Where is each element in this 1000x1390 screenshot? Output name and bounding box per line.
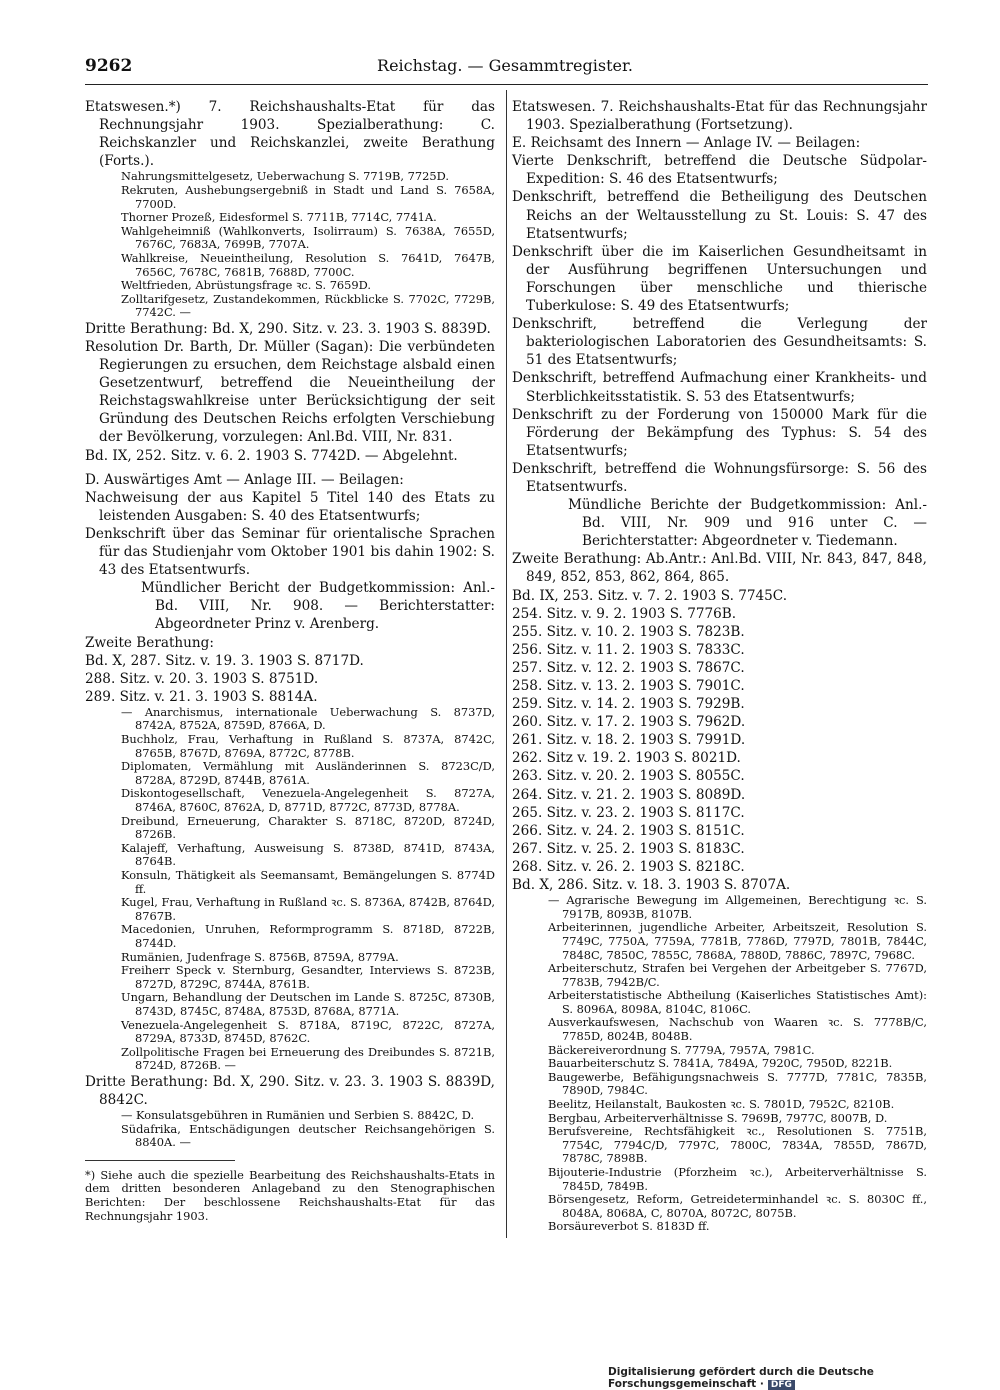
credit-text: Digitalisierung gefördert durch die Deutsche Forschungsgemeinschaft · [608, 1366, 874, 1390]
index-subentry: Beelitz, Heilanstalt, Baukosten ꝛc. S. 7801D, 7952C, 8210B. [548, 1097, 895, 1112]
index-subentry: Ausverkaufswesen, Nachschub von Waaren ꝛc. S. 7778B/C, 7785D, 8024B, 8048B. [548, 1015, 927, 1044]
index-entry: 265. Sitz. v. 23. 2. 1903 S. 8117C. [512, 804, 745, 821]
index-subentry: Rekruten, Aushebungsergebniß in Stadt und Land S. 7658A, 7700D. [121, 182, 495, 211]
index-subentry: Börsengesetz, Reform, Getreideterminhandel ꝛc. S. 8030C ff., 8048A, 8068A, C, 8070A, 8072C, 8075B. [548, 1192, 927, 1220]
left-column [85, 98, 495, 1223]
index-entry: Nachweisung der aus Kapitel 5 Titel 140 des Etats zu leistenden Ausgaben: S. 40 des Etatsentwurfs; [85, 489, 495, 524]
index-entry: 288. Sitz. v. 20. 3. 1903 S. 8751D. [85, 670, 319, 687]
index-subentry: Bijouterie-Industrie (Pforzheim ꝛc.), Arbeiterverhältnisse S. 7845D, 7849B. [548, 1165, 927, 1193]
index-subentry: Nahrungsmittelgesetz, Ueberwachung S. 7719B, 7725D. [121, 169, 450, 184]
index-entry: Bd. X, 286. Sitz. v. 18. 3. 1903 S. 8707A. [512, 877, 791, 894]
index-entry: Denkschrift, betreffend Aufmachung einer Krankheits- und Sterblichkeitsstatistik. S. 53 des Etatsentwurfs; [512, 370, 927, 405]
index-entry: Vierte Denkschrift, betreffend die Deutsche Südpolar-Expedition: S. 46 des Etatsentwurfs; [512, 153, 927, 188]
index-entry: 289. Sitz. v. 21. 3. 1903 S. 8814A. [85, 688, 318, 705]
digitization-credit [608, 1366, 1000, 1390]
index-subentry: — Anarchismus, internationale Ueberwachung S. 8737D, 8742A, 8752A, 8759D, 8766A, D. [121, 704, 495, 733]
index-subentry: Weltfrieden, Abrüstungsfrage ꝛc. S. 7659D. [121, 278, 372, 293]
index-subentry: Venezuela-Angelegenheit S. 8718A, 8719C, 8722C, 8727A, 8729A, 8733D, 8745D, 8762C. [121, 1017, 495, 1046]
index-subentry: Thorner Prozeß, Eidesformel S. 7711B, 7714C, 7741A. [121, 210, 437, 225]
index-entry: Bd. X, 287. Sitz. v. 19. 3. 1903 S. 8717D. [85, 652, 364, 669]
index-subentry: Wahlkreise, Neueintheilung, Resolution S. 7641D, 7647B, 7656C, 7678C, 7681B, 7688D, 7700C. [121, 250, 495, 279]
index-entry: Denkschrift über das Seminar für orientalische Sprachen für das Studienjahr vom Oktober 1901 bis dahin 1902: S. 43 des Etatsentwurfs. [85, 525, 495, 579]
index-entry: Mündlicher Bericht der Budgetkommission: Anl.-Bd. VIII, Nr. 908. — Berichterstatter: Abgeordneter Prinz v. Arenberg. [141, 580, 495, 633]
index-entry: 254. Sitz. v. 9. 2. 1903 S. 7776B. [512, 605, 737, 622]
index-subentry: Arbeiterschutz, Strafen bei Vergehen der Arbeitgeber S. 7767D, 7783B, 7942B/C. [548, 961, 927, 989]
index-entry: Denkschrift über die im Kaiserlichen Gesundheitsamt in der Ausführung begriffenen Untersuchungen und Forschungen über menschliche und thierische Tuberkulose: S. 49 des Etatsentwurfs; [512, 243, 927, 315]
index-entry: 255. Sitz. v. 10. 2. 1903 S. 7823B. [512, 623, 745, 640]
index-entry: 263. Sitz. v. 20. 2. 1903 S. 8055C. [512, 768, 745, 785]
index-entry: Denkschrift, betreffend die Verlegung der bakteriologischen Laboratorien des Gesundheitsamts: S. 51 des Etatsentwurfs; [512, 316, 927, 369]
page-header [85, 56, 925, 82]
index-entry: Zweite Berathung: [85, 634, 214, 651]
header-rule [85, 84, 928, 85]
index-subentry: Dreibund, Erneuerung, Charakter S. 8718C, 8720D, 8724D, 8726B. [121, 813, 495, 842]
index-subentry: Arbeiterinnen, jugendliche Arbeiter, Arbeitszeit, Resolution S. 7749C, 7750A, 7759A, 7781B, 7786D, 7797D, 7801B, 7844C, 7848C, 7850C, 7855C, 7868A, 7880D, 7886C, 7897C, 7968C. [548, 920, 927, 962]
index-subentry: Diplomaten, Vermählung mit Ausländerinnen S. 8723C/D, 8728A, 8729D, 8744B, 8761A. [121, 759, 495, 787]
index-subentry: Macedonien, Unruhen, Reformprogramm S. 8718D, 8722B, 8744D. [121, 922, 495, 950]
page-number: 9262 [85, 56, 133, 76]
index-subentry: Rumänien, Judenfrage S. 8756B, 8759A, 8779A. [121, 949, 399, 964]
footnote: *) Siehe auch die spezielle Bearbeitung des Reichshaushalts-Etats in dem dritten besonderen Anlageband zu den Stenographischen Berichten: Der beschlossene Reichshaushalts-Etat für das Rechnungsjahr 1903. [85, 1167, 495, 1223]
index-entry: Dritte Berathung: Bd. X, 290. Sitz. v. 23. 3. 1903 S. 8839D. [85, 320, 491, 337]
index-subentry: Wahlgeheimniß (Wahlkonverts, Isolirraum) S. 7638A, 7655D, 7676C, 7683A, 7699B, 7707A. [121, 223, 495, 252]
index-entry: 261. Sitz. v. 18. 2. 1903 S. 7991D. [512, 732, 746, 749]
index-entry: 258. Sitz. v. 13. 2. 1903 S. 7901C. [512, 678, 745, 694]
index-entry: Resolution Dr. Barth, Dr. Müller (Sagan): Die verbündeten Regierungen zu ersuchen, dem Reichstage alsbald einen Gesetzentwurf, betreffend die Neueintheilung der Reichstagswahlkreise unter Berücksichtigung der seit Gründung des Deutschen Reichs erfolgten Verschiebung der Bevölkerung, vorzulegen: Anl.Bd. VIII, Nr. 831. [85, 339, 495, 446]
index-subentry: Südafrika, Entschädigungen deutscher Reichsangehörigen S. 8840A. — [121, 1121, 495, 1150]
index-subentry: Borsäureverbot S. 8183D ff. [548, 1219, 710, 1234]
index-entry: 268. Sitz. v. 26. 2. 1903 S. 8218C. [512, 858, 745, 875]
column-divider [506, 90, 507, 1238]
index-entry: 260. Sitz. v. 17. 2. 1903 S. 7962D. [512, 714, 746, 731]
index-entry: Zweite Berathung: Ab.Antr.: Anl.Bd. VIII, Nr. 843, 847, 848, 849, 852, 853, 862, 864, 865. [512, 551, 927, 586]
index-entry: 266. Sitz. v. 24. 2. 1903 S. 8151C. [512, 822, 745, 839]
index-entry: Denkschrift, betreffend die Wohnungsfürsorge: S. 56 des Etatsentwurfs. [512, 460, 927, 495]
index-entry: 267. Sitz. v. 25. 2. 1903 S. 8183C. [512, 840, 745, 857]
index-subentry: Freiherr Speck v. Sternburg, Gesandter, Interviews S. 8723B, 8727D, 8729C, 8744A, 8761B. [121, 963, 495, 991]
index-entry: Dritte Berathung: Bd. X, 290. Sitz. v. 23. 3. 1903 S. 8839D, 8842C. [85, 1073, 495, 1108]
running-title: Reichstag. — Gesammtregister. [377, 56, 633, 75]
index-subentry: Zollpolitische Fragen bei Erneuerung des Dreibundes S. 8721B, 8724D, 8726B. — [121, 1044, 495, 1073]
footnote-rule [85, 1160, 235, 1161]
index-subentry: Bauarbeiterschutz S. 7841A, 7849A, 7920C, 7950D, 8221B. [548, 1056, 893, 1071]
index-subentry: — Agrarische Bewegung im Allgemeinen, Berechtigung ꝛc. S. 7917B, 8093B, 8107B. [548, 893, 927, 921]
index-subentry: Diskontogesellschaft, Venezuela-Angelegenheit S. 8727A, 8746A, 8760C, 8762A, D, 8771D, 8772C, 8773D, 8778A. [121, 786, 495, 815]
index-subentry: Arbeiterstatistische Abtheilung (Kaiserliches Statistisches Amt): S. 8096A, 8098A, 8104C, 8106C. [548, 988, 927, 1016]
index-subentry: — Konsulatsgebühren in Rumänien und Serbien S. 8842C, D. [121, 1108, 475, 1123]
index-subentry: Zolltarifgesetz, Zustandekommen, Rückblicke S. 7702C, 7729B, 7742C. — [121, 291, 495, 320]
index-entry: D. Auswärtiges Amt — Anlage III. — Beilagen: [85, 471, 404, 488]
index-entry: 264. Sitz. v. 21. 2. 1903 S. 8089D. [512, 786, 746, 803]
index-entry: 262. Sitz v. 19. 2. 1903 S. 8021D. [512, 750, 741, 767]
index-subentry: Buchholz, Frau, Verhaftung in Rußland S. 8737A, 8742C, 8765B, 8767D, 8769A, 8772C, 8778B. [121, 732, 495, 760]
index-entry: Bd. IX, 253. Sitz. v. 7. 2. 1903 S. 7745C. [512, 587, 788, 604]
index-entry: Denkschrift, betreffend die Betheiligung des Deutschen Reichs an der Weltausstellung zu St. Louis: S. 47 des Etatsentwurfs; [512, 189, 927, 242]
index-subentry: Kugel, Frau, Verhaftung in Rußland ꝛc. S. 8736A, 8742B, 8764D, 8767B. [121, 895, 495, 923]
index-entry: Etatswesen. 7. Reichshaushalts-Etat für das Rechnungsjahr 1903. Spezialberathung (Fortsetzung). [512, 99, 927, 134]
index-entry: 256. Sitz. v. 11. 2. 1903 S. 7833C. [512, 641, 745, 658]
index-subentry: Kalajeff, Verhaftung, Ausweisung S. 8738D, 8741D, 8743A, 8764B. [121, 840, 495, 869]
index-entry: Bd. IX, 252. Sitz. v. 6. 2. 1903 S. 7742D. — Abgelehnt. [85, 447, 458, 464]
index-entry: 259. Sitz. v. 14. 2. 1903 S. 7929B. [512, 696, 745, 713]
index-subentry: Bäckereiverordnung S. 7779A, 7957A, 7981C. [548, 1042, 815, 1057]
dfg-logo: DFG [768, 1380, 795, 1390]
index-entry: Etatswesen.*) 7. Reichshaushalts-Etat für das Rechnungsjahr 1903. Spezialberathung: C. Reichskanzler und Reichskanzlei, zweite Berathung (Forts.). [85, 99, 495, 170]
index-entry: E. Reichsamt des Innern — Anlage IV. — Beilagen: [512, 135, 861, 152]
index-subentry: Bergbau, Arbeiterverhältnisse S. 7969B, 7977C, 8007B, D. [548, 1110, 888, 1125]
index-subentry: Ungarn, Behandlung der Deutschen im Lande S. 8725C, 8730B, 8743D, 8745C, 8748A, 8753D, 8768A, 8771A. [121, 990, 495, 1018]
index-entry: Denkschrift zu der Forderung von 150000 Mark für die Förderung der Bekämpfung des Typhus: S. 54 des Etatsentwurfs; [512, 406, 927, 459]
index-entry: Mündliche Berichte der Budgetkommission: Anl.-Bd. VIII, Nr. 909 und 916 unter C. — Berichterstatter: Abgeordneter v. Tiedemann. [568, 497, 927, 550]
index-entry: 257. Sitz. v. 12. 2. 1903 S. 7867C. [512, 659, 745, 676]
index-subentry: Berufsvereine, Rechtsfähigkeit ꝛc., Resolutionen S. 7751B, 7754C, 7794C/D, 7797C, 7800C, 7834A, 7855D, 7867D, 7878C, 7898B. [548, 1124, 927, 1166]
index-subentry: Konsuln, Thätigkeit als Seemansamt, Bemängelungen S. 8774D ff. [121, 868, 495, 896]
index-subentry: Baugewerbe, Befähigungsnachweis S. 7777D, 7781C, 7835B, 7890D, 7984C. [548, 1069, 927, 1098]
right-column [512, 98, 927, 1234]
